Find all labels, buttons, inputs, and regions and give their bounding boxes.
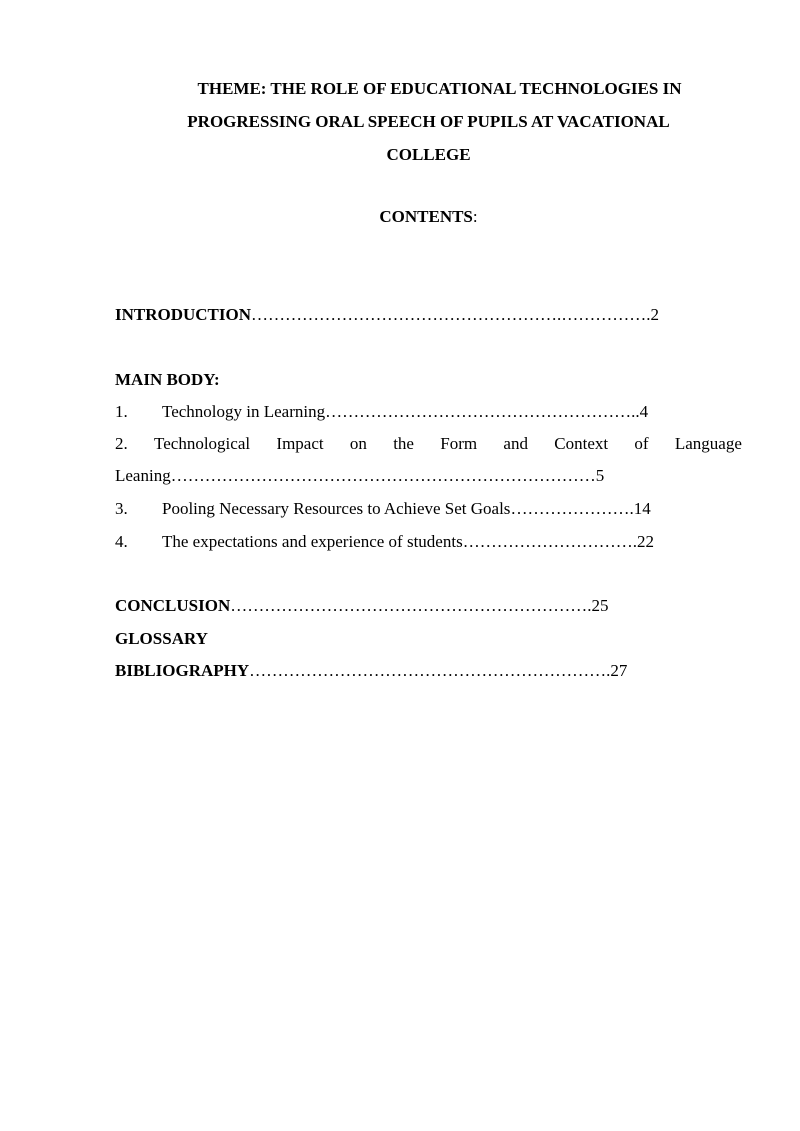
toc-entry-1-page: 4 (639, 402, 649, 421)
toc-entry-2-line-2 (115, 465, 604, 487)
toc-entry-1-number: 1. (115, 402, 128, 421)
toc-entry-4-number: 4. (115, 532, 128, 551)
toc-entry-2-word: of (634, 434, 649, 453)
toc-entry-introduction (115, 304, 659, 326)
toc-entry-2-word: on (349, 434, 367, 453)
toc-entry-bibliography (115, 660, 627, 682)
toc-bibliography-leader: ………………………………………………………. (249, 661, 611, 680)
toc-entry-conclusion (115, 595, 609, 617)
toc-conclusion-label: CONCLUSION (115, 596, 231, 615)
toc-entry-1 (115, 401, 648, 423)
contents-heading (115, 206, 742, 228)
toc-entry-2-word: Technological (154, 434, 251, 453)
document-title (115, 72, 742, 171)
toc-introduction-leader: ……………………………………………….……………. (251, 305, 651, 324)
title-line-2: PROGRESSING ORAL SPEECH OF PUPILS AT VACATIONAL (187, 112, 670, 131)
toc-entry-1-leader: ……………………………………………….. (325, 402, 640, 421)
toc-entry-2-word: Language (674, 434, 742, 453)
toc-entry-2-title-cont: Leaning (115, 466, 171, 485)
toc-entry-3-number: 3. (115, 499, 128, 518)
toc-introduction-page: 2 (650, 305, 660, 324)
contents-heading-colon: : (472, 207, 478, 226)
toc-entry-4 (115, 531, 654, 553)
toc-conclusion-leader: ………………………………………………………. (230, 596, 592, 615)
toc-entry-4-title: The expectations and experience of students (162, 532, 463, 551)
title-line-1: THEME: THE ROLE OF EDUCATIONAL TECHNOLOGIES IN (197, 79, 682, 98)
toc-bibliography-label: BIBLIOGRAPHY (115, 661, 250, 680)
toc-bibliography-page: 27 (610, 661, 628, 680)
toc-entry-2-leader: ………………………………………………………………… (170, 466, 596, 485)
toc-introduction-label: INTRODUCTION (115, 305, 252, 324)
toc-entry-2-number: 2. (115, 434, 128, 453)
toc-entry-4-leader: …………………………. (462, 532, 637, 551)
toc-main-body-heading: MAIN BODY: (115, 370, 220, 389)
toc-entry-2-page: 5 (595, 466, 605, 485)
toc-entry-glossary: GLOSSARY (115, 629, 208, 648)
toc-entry-2-word: the (393, 434, 414, 453)
toc-entry-2-word: and (503, 434, 528, 453)
toc-entry-3-page: 14 (633, 499, 651, 518)
contents-heading-text: CONTENTS (379, 207, 473, 226)
toc-entry-2-word: Context (554, 434, 609, 453)
toc-entry-2-word: Form (440, 434, 478, 453)
toc-entry-2-word: Impact (276, 434, 324, 453)
title-line-3: COLLEGE (386, 145, 471, 164)
toc-entry-4-page: 22 (636, 532, 654, 551)
toc-conclusion-page: 25 (591, 596, 609, 615)
toc-entry-3-title: Pooling Necessary Resources to Achieve Set Goals (162, 499, 511, 518)
toc-entry-3 (115, 498, 651, 520)
toc-entry-2-line-1 (115, 433, 742, 455)
toc-entry-1-title: Technology in Learning (162, 402, 326, 421)
toc-entry-3-leader: …………………. (510, 499, 634, 518)
